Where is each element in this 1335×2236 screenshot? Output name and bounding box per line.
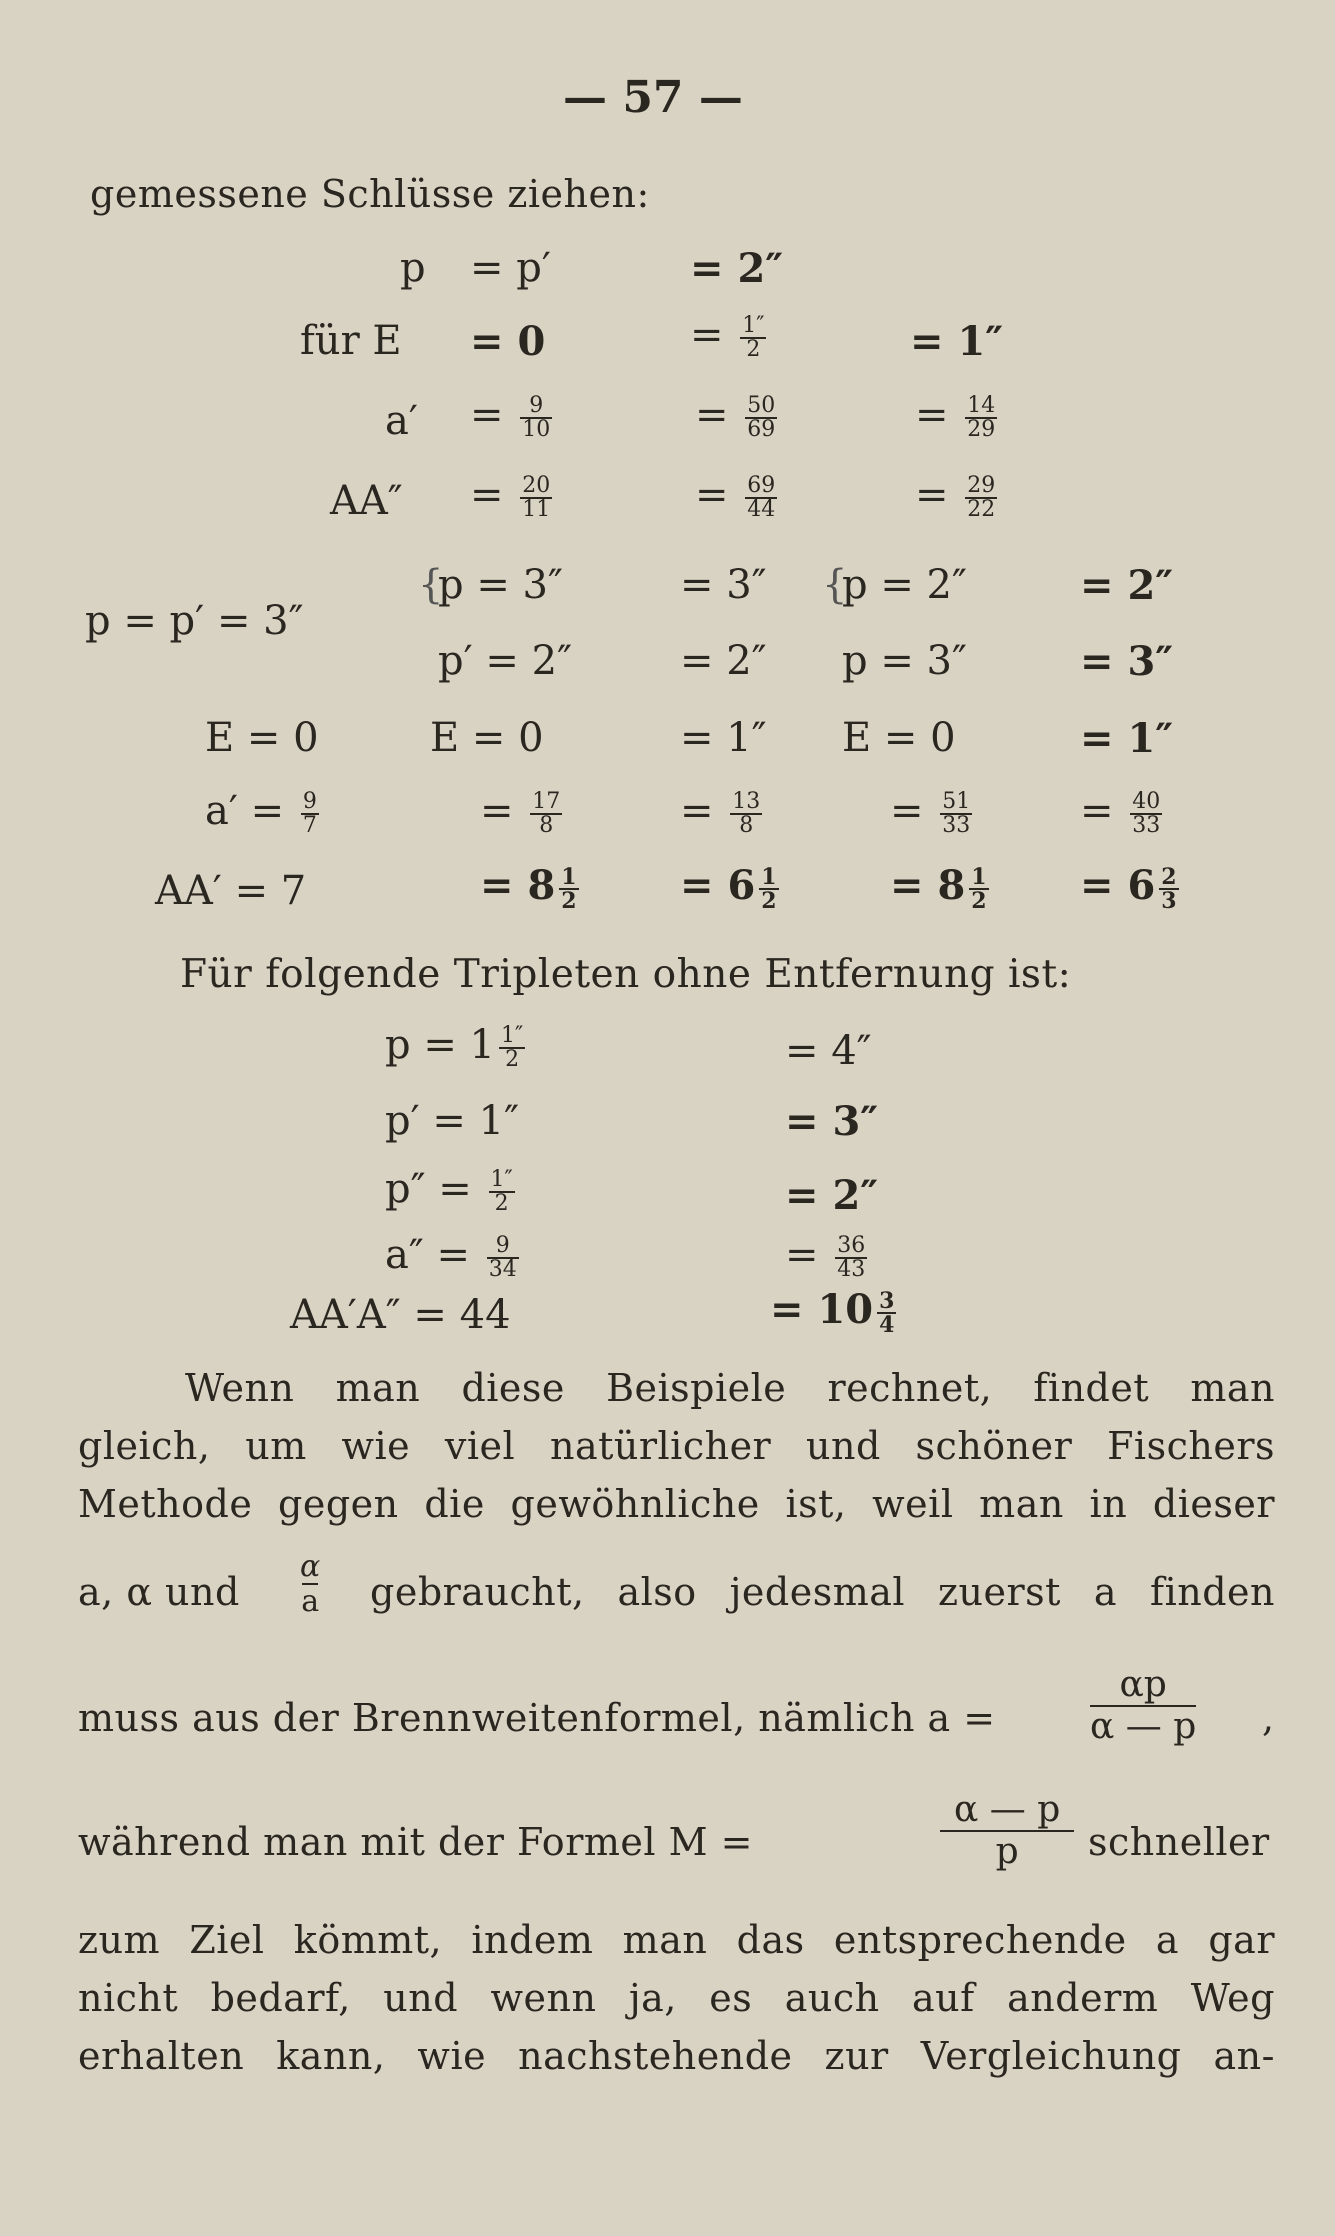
t2-r4-c4: = $\frac{40}{33}$ bbox=[1080, 788, 1161, 838]
t1-r1-v1: = 2″ bbox=[690, 245, 784, 292]
t3-r3-right: = 2″ bbox=[785, 1172, 879, 1219]
para-line-8: nicht bedarf, und wenn ja, es auch auf anderm Weg bbox=[78, 1976, 1275, 2020]
para-line-9: erhalten kann, wie nachstehende zur Vergleichung an- bbox=[78, 2034, 1275, 2078]
para-magnification-frac: $\frac{\alpha — p}{p}$ bbox=[940, 1790, 1074, 1871]
t2-brace-left: { bbox=[418, 562, 444, 608]
t3-r1-left: p = 1 $\frac{1''}{2}$ bbox=[385, 1022, 524, 1072]
para-line-5b: , bbox=[1262, 1696, 1275, 1740]
t1-r4-c3: = $\frac{29}{22}$ bbox=[915, 472, 996, 522]
t3-r5-left: AA′A″ = 44 bbox=[290, 1292, 511, 1338]
t1-r1-label: p bbox=[400, 245, 426, 291]
t3-r5-right: = 10 $\frac{3}{4}$ bbox=[770, 1286, 895, 1338]
t2-r2-c3: p = 3″ bbox=[842, 638, 967, 684]
para-line-6b: schneller bbox=[1088, 1820, 1270, 1864]
t1-r3-c2: = $\frac{50}{69}$ bbox=[695, 392, 776, 442]
t2-r2-c1: p′ = 2″ bbox=[438, 638, 573, 684]
t1-r1-eq1: = p′ bbox=[470, 245, 551, 291]
para-line-4a: a, α und bbox=[78, 1570, 240, 1614]
t2-brace-right: { bbox=[822, 562, 848, 608]
t2-r1-c4: = 2″ bbox=[1080, 562, 1174, 609]
t3-r3-left: p″ = $\frac{1''}{2}$ bbox=[385, 1166, 513, 1216]
t1-r4-c1: = $\frac{20}{11}$ bbox=[470, 472, 551, 522]
para-line-3: Methode gegen die gewöhnliche ist, weil man in dieser bbox=[78, 1482, 1275, 1526]
t1-r3-label: a′ bbox=[385, 398, 418, 444]
t2-r5-c1: = 8 $\frac{1}{2}$ bbox=[480, 862, 577, 914]
t1-r2-v1: = $\frac{1''}{2}$ bbox=[690, 312, 765, 362]
t3-r4-right: = $\frac{36}{43}$ bbox=[785, 1232, 866, 1282]
t2-r1-c1: p = 3″ bbox=[438, 562, 563, 608]
t3-r4-left: a″ = $\frac{9}{34}$ bbox=[385, 1232, 517, 1282]
t1-r2-eq1: = 0 bbox=[470, 318, 546, 365]
t2-r5-c3: = 8 $\frac{1}{2}$ bbox=[890, 862, 987, 914]
t2-r3-c2: = 1″ bbox=[680, 715, 767, 761]
para-inline-frac: α a bbox=[300, 1549, 321, 1619]
t1-r4-label: AA″ bbox=[330, 478, 403, 524]
t1-r2-v2: = 1″ bbox=[910, 318, 1004, 365]
t3-r2-left: p′ = 1″ bbox=[385, 1098, 520, 1144]
para-line-6a: während man mit der Formel M = bbox=[78, 1820, 753, 1864]
t1-r2-label: für E bbox=[300, 318, 402, 364]
t2-r4-c1: = $\frac{17}{8}$ bbox=[480, 788, 561, 838]
para-line-1: Wenn man diese Beispiele rechnet, findet man bbox=[185, 1366, 1275, 1410]
para-line-2: gleich, um wie viel natürlicher und schöner Fischers bbox=[78, 1424, 1275, 1468]
t1-r3-c1: = $\frac{9}{10}$ bbox=[470, 392, 551, 442]
t2-r3-c4: = 1″ bbox=[1080, 715, 1174, 762]
para-focal-frac: $\frac{\alpha p}{\alpha — p}$ bbox=[1090, 1664, 1197, 1747]
para-line-7: zum Ziel kömmt, indem man das entsprechende a gar bbox=[78, 1918, 1275, 1962]
t1-r3-c3: = $\frac{14}{29}$ bbox=[915, 392, 996, 442]
t2-r3-c0: E = 0 bbox=[205, 715, 319, 761]
t2-r2-c4: = 3″ bbox=[1080, 638, 1174, 685]
para-line-4b: gebraucht, also jedesmal zuerst a finden bbox=[370, 1570, 1275, 1614]
page-number: — 57 — bbox=[563, 72, 743, 123]
intro-line: gemessene Schlüsse ziehen: bbox=[90, 172, 650, 216]
t1-r4-c2: = $\frac{69}{44}$ bbox=[695, 472, 776, 522]
t2-r5-c4: = 6 $\frac{2}{3}$ bbox=[1080, 862, 1177, 914]
t2-r5-c2: = 6 $\frac{1}{2}$ bbox=[680, 862, 777, 914]
t2-r1-c2: = 3″ bbox=[680, 562, 767, 608]
para-line-5a: muss aus der Brennweitenformel, nämlich a = bbox=[78, 1696, 996, 1740]
t2-left-label: p = p′ = 3″ bbox=[85, 598, 304, 644]
t2-r3-c3: E = 0 bbox=[842, 715, 956, 761]
t2-r4-c0: a′ = $\frac{9}{7}$ bbox=[205, 788, 317, 838]
t2-r4-c3: = $\frac{51}{33}$ bbox=[890, 788, 971, 838]
t2-r5-c0: AA′ = 7 bbox=[155, 868, 307, 914]
t3-r2-right: = 3″ bbox=[785, 1098, 879, 1145]
t2-r3-c1: E = 0 bbox=[430, 715, 544, 761]
t2-r1-c3: p = 2″ bbox=[842, 562, 967, 608]
t3-r1-right: = 4″ bbox=[785, 1028, 872, 1074]
triplet-heading: Für folgende Tripleten ohne Entfernung ist: bbox=[180, 952, 1072, 997]
t2-r2-c2: = 2″ bbox=[680, 638, 767, 684]
t2-r4-c2: = $\frac{13}{8}$ bbox=[680, 788, 761, 838]
